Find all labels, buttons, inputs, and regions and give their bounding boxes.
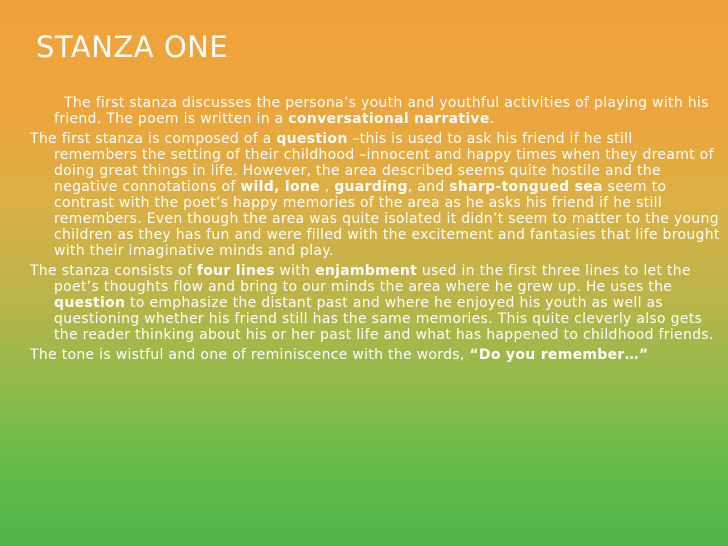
paragraph-question xyxy=(30,131,720,259)
emphasis-question: question xyxy=(54,295,126,311)
emphasis-wild-lone: wild, lone xyxy=(240,179,320,195)
emphasis-guarding: guarding xyxy=(334,179,408,195)
slide-body xyxy=(30,95,720,367)
text-run: used in the first three lines to let the poet’s thoughts flow and bring to our minds the area where he grew up. He uses the xyxy=(54,263,691,295)
text-run: –this is used to ask his friend if he still remembers the setting of their childhood –innocent and happy times when they dreamt of doing great things in life. However, the area described seems quite hostile and the negative connotations of xyxy=(54,131,714,195)
text-run: The first stanza is composed of a xyxy=(30,131,277,147)
text-run: The stanza consists of xyxy=(30,263,197,279)
text-run: . xyxy=(489,111,495,127)
text-run: , and xyxy=(407,179,450,195)
emphasis-enjambment: enjambment xyxy=(315,263,418,279)
emphasis-question: question xyxy=(276,131,348,147)
text-run: to emphasize the distant past and where he enjoyed his youth as well as questioning whether his friend still has the same memories. This quite cleverly also gets the reader thinking about his or her past life and what has happened to childhood friends. xyxy=(54,295,714,343)
emphasis-do-you-remember: “Do you remember…” xyxy=(469,347,649,363)
text-run: The tone is wistful and one of reminiscence with the words, xyxy=(30,347,470,363)
emphasis-conversational-narrative: conversational narrative xyxy=(288,111,490,127)
paragraph-tone xyxy=(30,347,720,363)
emphasis-four-lines: four lines xyxy=(196,263,275,279)
paragraph-intro xyxy=(30,95,720,127)
text-run: , xyxy=(319,179,335,195)
paragraph-structure xyxy=(30,263,720,343)
text-run: The first stanza discusses the persona’s youth and youthful activities of playing with his friend. The poem is written in a xyxy=(54,95,709,127)
emphasis-sharp-tongued-sea: sharp-tongued sea xyxy=(449,179,603,195)
text-run: seem to contrast with the poet’s happy memories of the area as he asks his friend if he still remembers. Even though the area was quite isolated it didn’t seem to matter to the young children as they has fun and were filled with the excitement and fantasies that life brought with their imaginative minds and play. xyxy=(54,179,720,259)
text-run: with xyxy=(274,263,316,279)
slide-title: STANZA ONE xyxy=(36,30,229,64)
